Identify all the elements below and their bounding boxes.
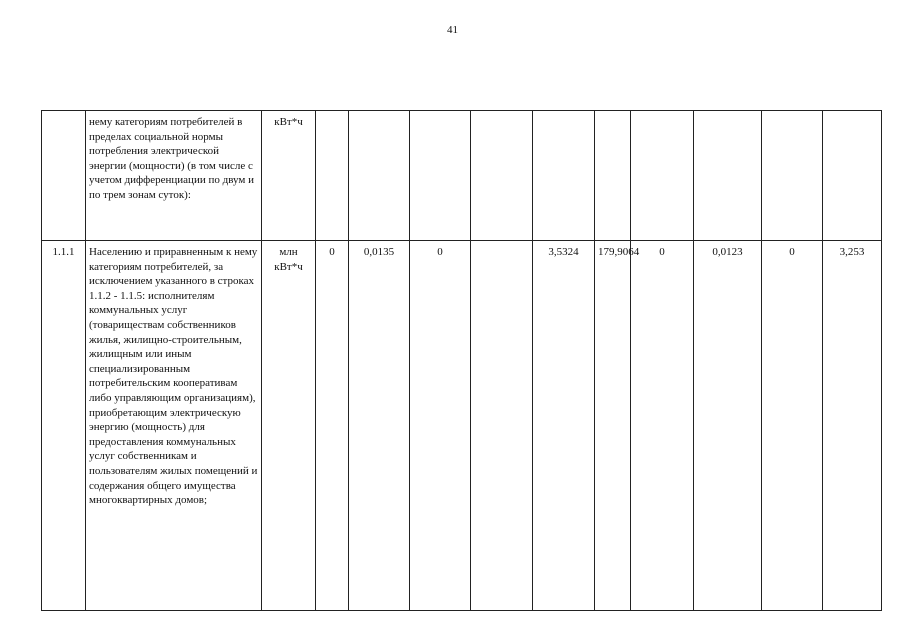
row-description-cell [86,111,262,241]
row-unit-cell [262,241,316,611]
value-cell [316,111,349,241]
value-cell [533,111,595,241]
value-cell: 0 [631,241,694,611]
row-unit: кВт*ч [274,116,303,128]
value-cell [349,111,410,241]
row-description: нему категориям потребителей в пределах социальной нормы потребления электрической энергии (мощности) (в том числе с учетом дифференциации по двум и по трем зонам суток): [89,116,254,201]
row-number-cell [42,111,86,241]
row-description-cell [86,241,262,611]
value-cell: 179,9064 [595,241,631,611]
tariff-table [41,110,882,611]
value-cell: 0,0135 [349,241,410,611]
value-cell [823,111,882,241]
value-cell: 0 [410,241,471,611]
value-cell [762,111,823,241]
page-number: 41 [447,24,458,36]
row-description: Населению и приравненным к нему категориям потребителей, за исключением указанного в строках 1.1.2 - 1.1.5: исполнителям коммунальных услуг (товариществам собственников жилья, жилищно-строительным, жилищным или иным специализированным потребительским кооперативам либо управляющим организациям), приобретающим электрическую энергию (мощность) для предоставления коммунальных услуг собственникам и пользователям жилых помещений и содержания общего имущества многоквартирных домов; [89,246,258,507]
value-cell: 0,0123 [694,241,762,611]
value-cell [471,241,533,611]
value-cell: 3,5324 [533,241,595,611]
value-cell: 0 [316,241,349,611]
row-unit-cell [262,111,316,241]
value-cell [595,111,631,241]
value-cell [631,111,694,241]
table-row [42,241,882,611]
value-cell [694,111,762,241]
value-cell: 0 [762,241,823,611]
value-cell [471,111,533,241]
row-unit: млн кВт*ч [274,246,303,273]
value-cell [410,111,471,241]
row-number-cell: 1.1.1 [42,241,86,611]
table-row [42,111,882,241]
value-cell: 3,253 [823,241,882,611]
